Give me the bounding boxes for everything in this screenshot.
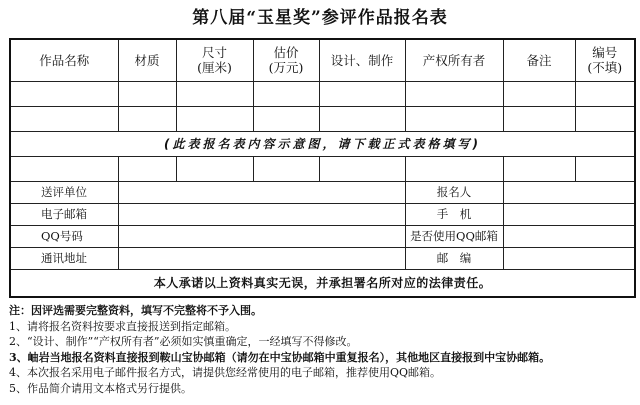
entry-cell[interactable] — [575, 156, 635, 181]
label-use-qq: 是否使用QQ邮箱 — [405, 225, 503, 247]
field-postcode[interactable] — [503, 247, 635, 269]
field-applicant[interactable] — [503, 181, 635, 203]
entry-cell[interactable] — [118, 106, 176, 131]
note-item: 5、作品简介请用文本格式另行提供。 — [9, 381, 192, 395]
note-item: 4、本次报名采用电子邮件报名方式，请提供您经常使用的电子邮箱，推荐使用QQ邮箱。 — [9, 366, 442, 379]
label-address: 通讯地址 — [10, 247, 118, 269]
entry-cell[interactable] — [253, 81, 319, 106]
col-header-size-line2: (厘米) — [197, 60, 232, 76]
info-row-unit — [10, 181, 635, 203]
info-row-qq — [10, 225, 635, 247]
col-header-material: 材质 — [118, 39, 176, 81]
col-header-remark: 备注 — [503, 39, 575, 81]
entry-cell[interactable] — [575, 81, 635, 106]
sample-note: (此表报名表内容示意图，请下载正式表格填写) — [10, 131, 635, 156]
entry-cell[interactable] — [10, 106, 118, 131]
note-item: 2、“设计、制作”“产权所有者”必须如实慎重确定，一经填写不得修改。 — [9, 335, 358, 348]
entry-row — [10, 81, 635, 106]
col-header-design: 设计、制作 — [319, 39, 405, 81]
entry-cell[interactable] — [319, 156, 405, 181]
entry-row — [10, 156, 635, 181]
col-header-number-line1: 编号 — [592, 45, 618, 61]
col-header-number — [575, 39, 635, 81]
entry-cell[interactable] — [503, 81, 575, 106]
entry-cell[interactable] — [118, 156, 176, 181]
entry-cell[interactable] — [319, 81, 405, 106]
label-postcode: 邮 编 — [405, 247, 503, 269]
col-header-owner: 产权所有者 — [405, 39, 503, 81]
form-title: 第八届“玉星奖”参评作品报名表 — [192, 8, 448, 28]
field-address[interactable] — [118, 247, 405, 269]
entry-cell[interactable] — [176, 156, 253, 181]
field-use-qq[interactable] — [503, 225, 635, 247]
entry-cell[interactable] — [319, 106, 405, 131]
entry-cell[interactable] — [503, 156, 575, 181]
field-unit[interactable] — [118, 181, 405, 203]
entry-cell[interactable] — [405, 156, 503, 181]
info-row-email — [10, 203, 635, 225]
label-unit: 送评单位 — [10, 181, 118, 203]
col-header-size-line1: 尺寸 — [201, 45, 227, 61]
pledge-row — [10, 269, 635, 297]
note-item: 3、岫岩当地报名资料直接报到鞍山宝协邮箱（请勿在中宝协邮箱中重复报名），其他地区直接报到中宝协邮箱。 — [9, 350, 551, 364]
col-header-price-line2: (万元) — [268, 60, 304, 76]
sample-note-row — [10, 131, 635, 156]
col-header-size — [176, 39, 253, 81]
note-item: 1、请将报名资料按要求直接报送到指定邮箱。 — [9, 319, 236, 333]
entry-cell[interactable] — [10, 156, 118, 181]
col-header-number-line2: (不填) — [587, 60, 623, 76]
entry-cell[interactable] — [253, 156, 319, 181]
col-header-name: 作品名称 — [10, 39, 118, 81]
field-qq[interactable] — [118, 225, 405, 247]
field-phone[interactable] — [503, 203, 635, 225]
registration-table — [9, 38, 636, 298]
entry-row — [10, 106, 635, 131]
field-email[interactable] — [118, 203, 405, 225]
entry-cell[interactable] — [176, 81, 253, 106]
label-email: 电子邮箱 — [10, 203, 118, 225]
entry-cell[interactable] — [10, 81, 118, 106]
entry-cell[interactable] — [405, 106, 503, 131]
pledge-text: 本人承诺以上资料真实无误，并承担署名所对应的法律责任。 — [10, 269, 635, 297]
entry-cell[interactable] — [575, 106, 635, 131]
label-qq: QQ号码 — [10, 225, 118, 247]
col-header-price-line1: 估价 — [273, 45, 299, 61]
entry-cell[interactable] — [118, 81, 176, 106]
notes-head: 注：因评选需要完整资料，填写不完整将不予入围。 — [9, 304, 262, 317]
info-row-address — [10, 247, 635, 269]
entry-cell[interactable] — [176, 106, 253, 131]
label-applicant: 报名人 — [405, 181, 503, 203]
header-row — [10, 39, 635, 81]
entry-cell[interactable] — [253, 106, 319, 131]
label-phone: 手 机 — [405, 203, 503, 225]
col-header-price — [253, 39, 319, 81]
entry-cell[interactable] — [405, 81, 503, 106]
entry-cell[interactable] — [503, 106, 575, 131]
notes-section — [9, 303, 634, 396]
